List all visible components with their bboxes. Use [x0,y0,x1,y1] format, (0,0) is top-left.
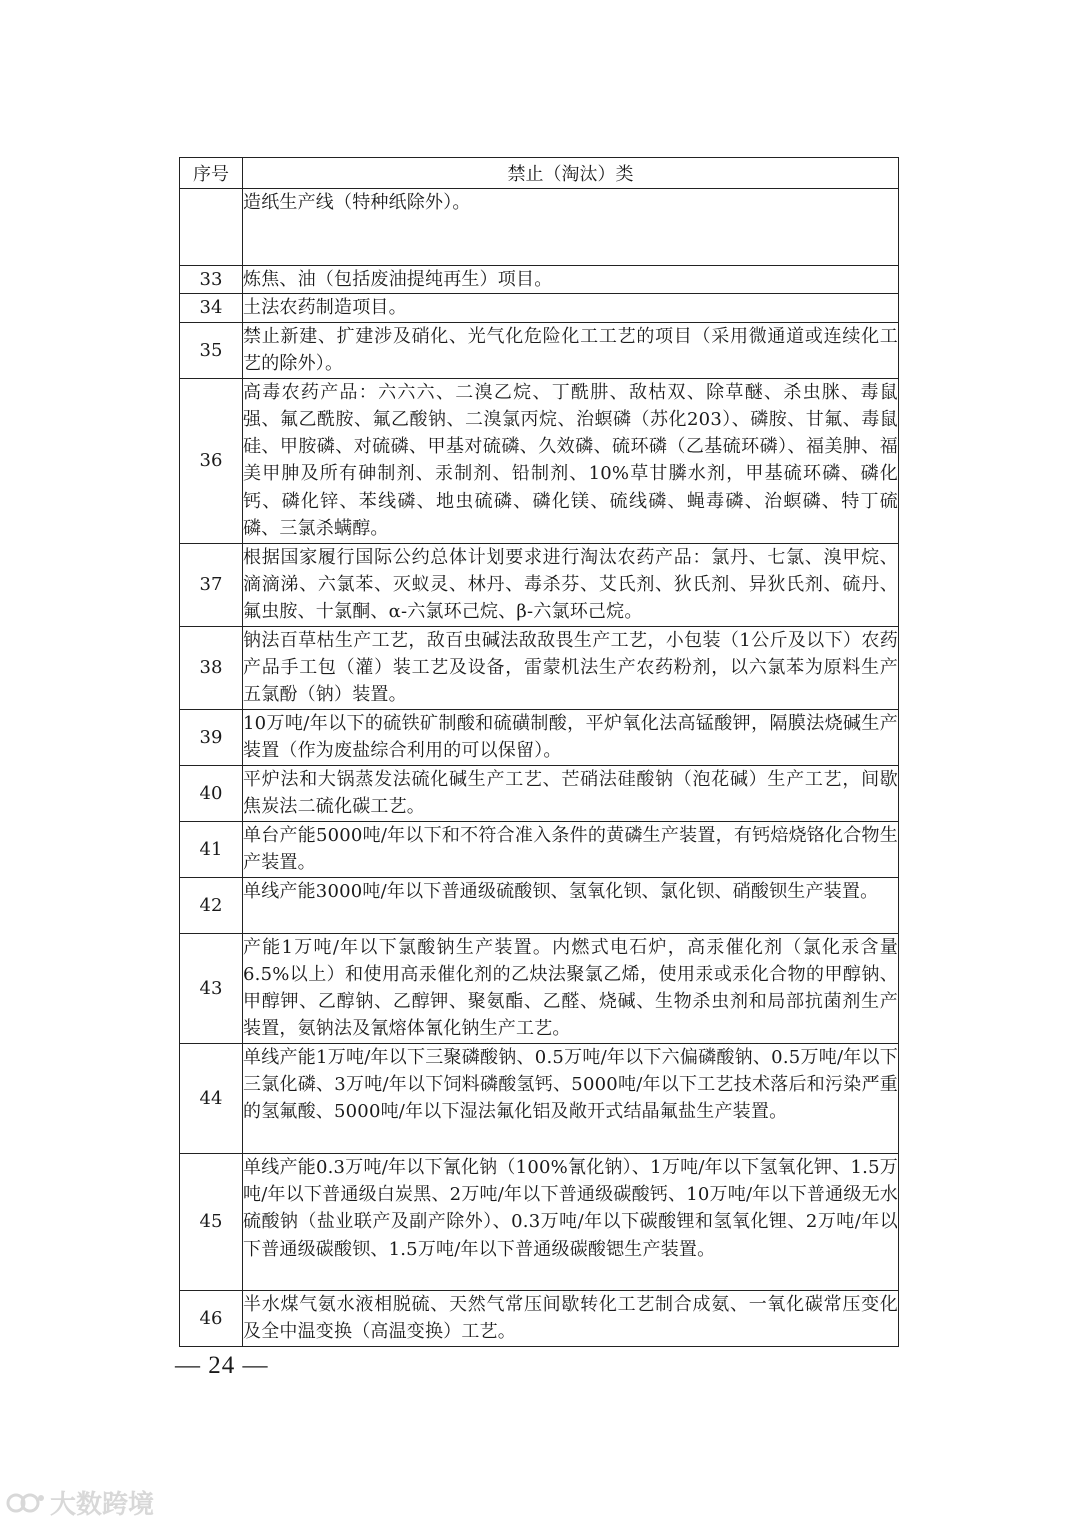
table-row [180,378,899,543]
row-text: 高毒农药产品：六六六、二溴乙烷、丁酰肼、敌枯双、除草醚、杀虫脒、毒鼠强、氟乙酰胺、氟乙酸钠、二溴氯丙烷、治螟磷（苏化203）、磷胺、甘氟、毒鼠硅、甲胺磷、对硫磷、甲基对硫磷、久效磷、硫环磷（乙基硫环磷）、福美胂、福美甲胂及所有砷制剂、汞制剂、铅制剂、10%草甘膦水剂，甲基硫环磷、磷化钙、磷化锌、苯线磷、地虫硫磷、磷化镁、硫线磷、蝇毒磷、治螟磷、特丁硫磷、三氯杀螨醇。 [243,378,899,543]
row-text: 单线产能3000吨/年以下普通级硫酸钡、氢氧化钡、氯化钡、硝酸钡生产装置。 [243,877,899,933]
table-row [180,266,899,294]
row-number [180,189,243,266]
row-number: 35 [180,322,243,378]
row-number: 45 [180,1153,243,1290]
row-text: 造纸生产线（特种纸除外）。 [243,189,899,266]
table-row [180,322,899,378]
row-number: 37 [180,543,243,626]
row-number: 39 [180,709,243,765]
row-text: 钠法百草枯生产工艺，敌百虫碱法敌敌畏生产工艺，小包装（1公斤及以下）农药产品手工包（灌）装工艺及设备，雷蒙机法生产农药粉剂，以六氯苯为原料生产五氯酚（钠）装置。 [243,626,899,709]
table-row [180,1043,899,1153]
row-number: 43 [180,933,243,1043]
header-number: 序号 [180,158,243,189]
table-row [180,765,899,821]
table-row [180,821,899,877]
table-row [180,1290,899,1346]
table-row [180,294,899,322]
row-number: 41 [180,821,243,877]
table-row [180,189,899,266]
row-text: 根据国家履行国际公约总体计划要求进行淘汰农药产品：氯丹、七氯、溴甲烷、滴滴涕、六氯苯、灭蚁灵、林丹、毒杀芬、艾氏剂、狄氏剂、异狄氏剂、硫丹、氟虫胺、十氯酮、α-六氯环己烷、β-六氯环己烷。 [243,543,899,626]
row-text: 单线产能0.3万吨/年以下氰化钠（100%氰化钠）、1万吨/年以下氢氧化钾、1.5万吨/年以下普通级白炭黑、2万吨/年以下普通级碳酸钙、10万吨/年以下普通级无水硫酸钠（盐业联产及副产除外）、0.3万吨/年以下碳酸锂和氢氧化锂、2万吨/年以下普通级碳酸钡、1.5万吨/年以下普通级碳酸锶生产装置。 [243,1153,899,1290]
row-text: 禁止新建、扩建涉及硝化、光气化危险化工工艺的项目（采用微通道或连续化工艺的除外）。 [243,322,899,378]
row-text: 土法农药制造项目。 [243,294,899,322]
row-number: 36 [180,378,243,543]
prohibited-items-table [179,157,899,1347]
row-text: 炼焦、油（包括废油提纯再生）项目。 [243,266,899,294]
table-row [180,1153,899,1290]
table-row [180,877,899,933]
row-number: 40 [180,765,243,821]
table-row [180,626,899,709]
row-text: 单线产能1万吨/年以下三聚磷酸钠、0.5万吨/年以下六偏磷酸钠、0.5万吨/年以下三氯化磷、3万吨/年以下饲料磷酸氢钙、5000吨/年以下工艺技术落后和污染严重的氢氟酸、5000吨/年以下湿法氟化铝及敞开式结晶氟盐生产装置。 [243,1043,899,1153]
row-text: 产能1万吨/年以下氯酸钠生产装置。内燃式电石炉，高汞催化剂（氯化汞含量6.5%以上）和使用高汞催化剂的乙炔法聚氯乙烯，使用汞或汞化合物的甲醇钠、甲醇钾、乙醇钠、乙醇钾、聚氨酯、乙醛、烧碱、生物杀虫剂和局部抗菌剂生产装置，氨钠法及氰熔体氰化钠生产工艺。 [243,933,899,1043]
watermark [6,1484,154,1521]
watermark-text: 大数跨境 [50,1490,155,1520]
row-number: 33 [180,266,243,294]
row-text: 半水煤气氨水液相脱硫、天然气常压间歇转化工艺制合成氨、一氧化碳常压变化及全中温变换（高温变换）工艺。 [243,1290,899,1346]
row-text: 10万吨/年以下的硫铁矿制酸和硫磺制酸，平炉氧化法高锰酸钾，隔膜法烧碱生产装置（作为废盐综合利用的可以保留）。 [243,709,899,765]
row-number: 38 [180,626,243,709]
row-number: 46 [180,1290,243,1346]
watermark-logo-icon [6,1489,46,1517]
row-number: 44 [180,1043,243,1153]
row-number: 34 [180,294,243,322]
row-text: 平炉法和大锅蒸发法硫化碱生产工艺、芒硝法硅酸钠（泡花碱）生产工艺，间歇焦炭法二硫化碳工艺。 [243,765,899,821]
table-row [180,709,899,765]
row-number: 42 [180,877,243,933]
table-row [180,543,899,626]
header-category: 禁止（淘汰）类 [243,158,899,189]
row-text: 单台产能5000吨/年以下和不符合准入条件的黄磷生产装置，有钙焙烧铬化合物生产装置。 [243,821,899,877]
page-number: — 24 — [175,1352,269,1379]
table-header-row [180,158,899,189]
table-row [180,933,899,1043]
